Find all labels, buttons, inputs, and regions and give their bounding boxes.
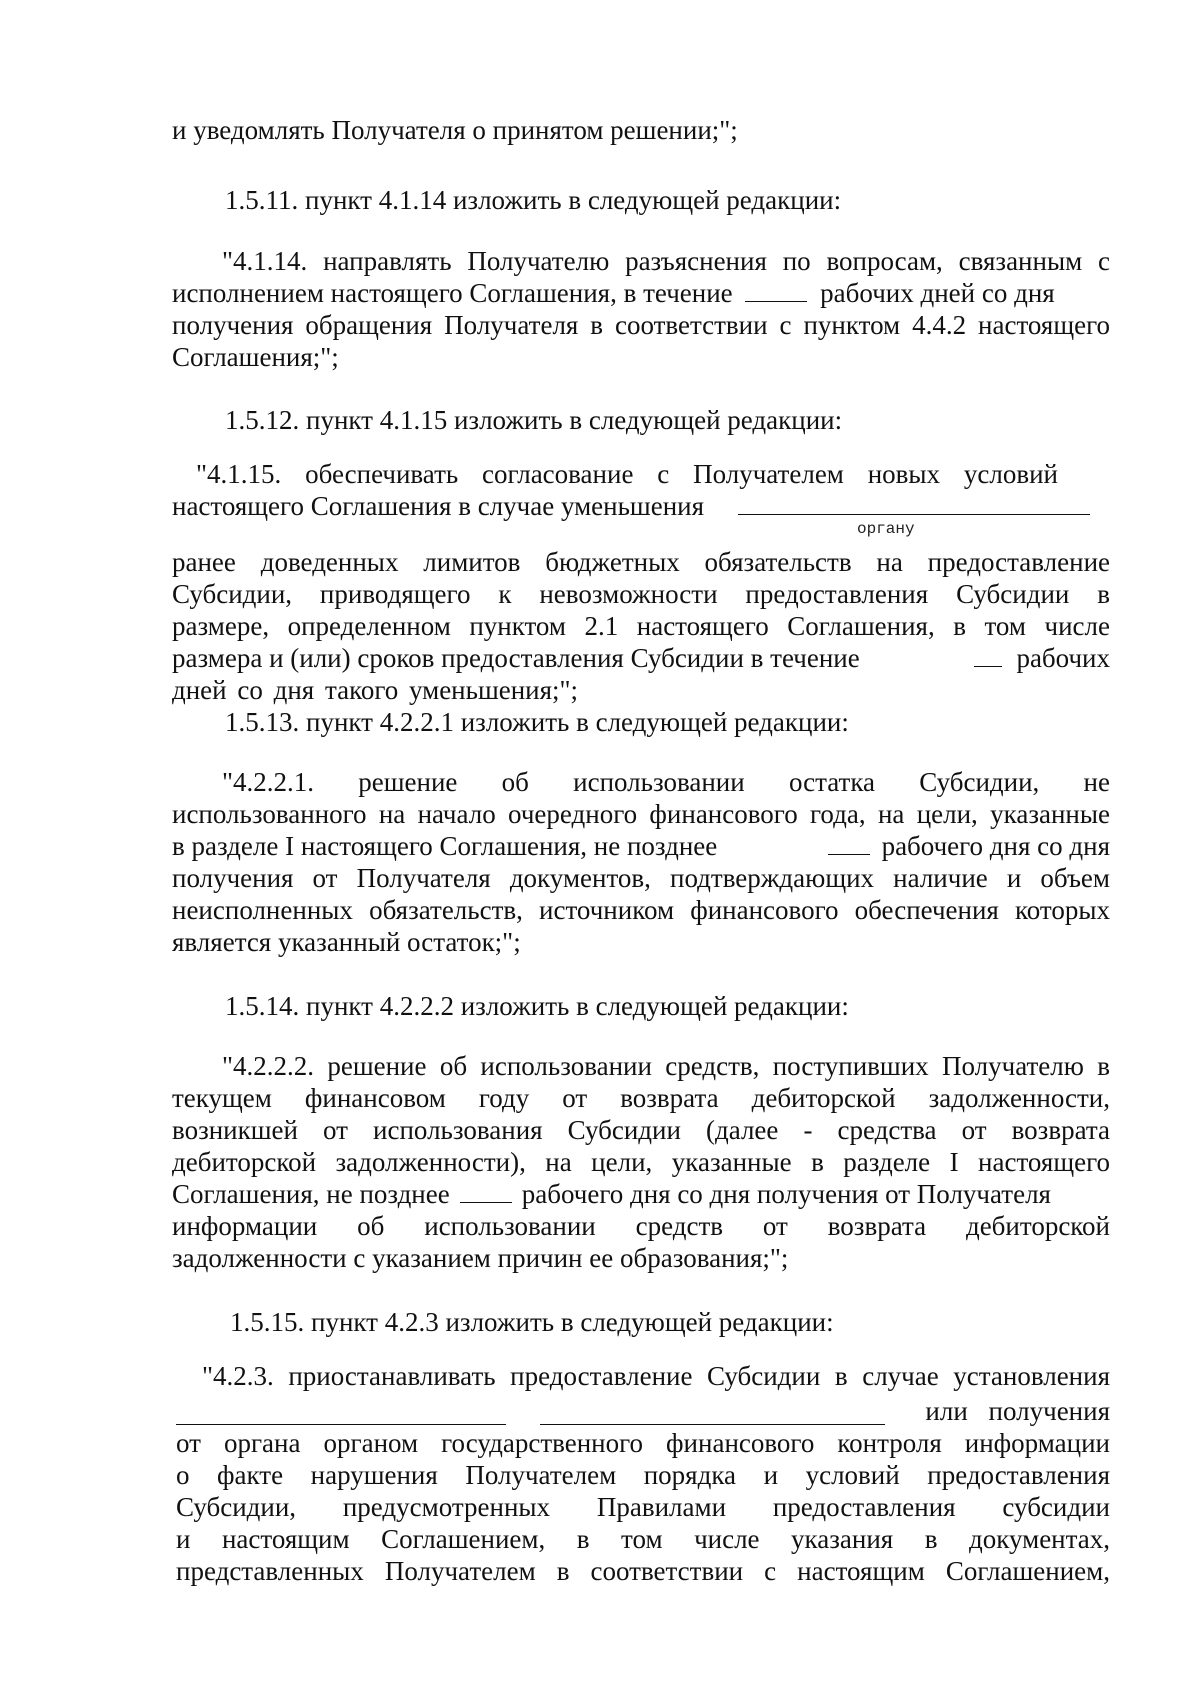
paragraph-line: неисполненных обязательств, источником финансового обеспечения которых [172,895,1110,925]
paragraph-line [172,642,1110,674]
paragraph-line [172,1178,1110,1210]
section-heading-1-5-11: 1.5.11. пункт 4.1.14 изложить в следующей редакции: [225,185,842,215]
fill-in-blank [828,832,870,855]
paragraph-line: или получения [925,1396,1110,1426]
text-fragment: Соглашения, не позднее [172,1179,450,1209]
text-fragment: рабочих дней со дня [820,278,1055,308]
paragraph-line [172,830,1110,862]
paragraph-line: представленных Получателем в соответствии с настоящим Соглашением, [176,1556,1110,1586]
text-fragment: рабочего дня со дня [881,831,1110,861]
paragraph-line: "4.2.2.1. решение об использовании остатка Субсидии, не [222,767,1110,797]
paragraph-line: "4.1.15. обеспечивать согласование с Получателем новых условий [196,459,1058,489]
paragraph-line: Соглашения;"; [172,342,339,372]
paragraph-line: от органа органом государственного финансового контроля информации [176,1428,1110,1458]
section-heading-1-5-13: 1.5.13. пункт 4.2.2.1 изложить в следующей редакции: [225,707,849,737]
paragraph-line: Субсидии, предусмотренных Правилами предоставления субсидии [176,1492,1110,1522]
text-fragment: размера и (или) сроков предоставления Субсидии в течение [172,643,860,673]
paragraph-line: получения обращения Получателя в соответствии с пунктом 4.4.2 настоящего [172,310,1110,340]
paragraph-line: текущем финансовом году от возврата дебиторской задолженности, [172,1083,1110,1113]
field-caption: органу [857,520,915,538]
paragraph-line: является указанный остаток;"; [172,927,521,957]
text-fragment: рабочих [1016,643,1110,673]
paragraph-line: получения от Получателя документов, подтверждающих наличие и объем [172,863,1110,893]
text-fragment: исполнением настоящего Соглашения, в течение [172,278,733,308]
fill-in-blank [460,1180,512,1203]
paragraph-line: "4.2.2.2. решение об использовании средств, поступивших Получателю в [222,1051,1110,1081]
paragraph-line: информации об использовании средств от возврата дебиторской [172,1211,1110,1241]
text-fragment: рабочего дня со дня получения от Получателя [521,1179,1051,1209]
paragraph-line: дебиторской задолженности), на цели, указанные в разделе I настоящего [172,1147,1110,1177]
paragraph-line [172,277,1110,309]
text-fragment: в разделе I настоящего Соглашения, не позднее [172,831,718,861]
text-fragment-group [828,830,1110,862]
section-heading-1-5-12: 1.5.12. пункт 4.1.15 изложить в следующей редакции: [225,405,843,435]
paragraph-line: "4.1.14. направлять Получателю разъяснения по вопросам, связанным с [222,246,1110,276]
paragraph-line: и уведомлять Получателя о принятом решении;"; [172,115,738,145]
paragraph-line: возникшей от использования Субсидии (далее - средства от возврата [172,1115,1110,1145]
fill-in-line [176,1424,506,1425]
section-heading-1-5-15: 1.5.15. пункт 4.2.3 изложить в следующей редакции: [230,1307,834,1337]
paragraph-line: и настоящим Соглашением, в том числе указания в документах, [176,1524,1110,1554]
paragraph-line: ранее доведенных лимитов бюджетных обязательств на предоставление [172,547,1110,577]
paragraph-line: Субсидии, приводящего к невозможности предоставления Субсидии в [172,579,1110,609]
fill-in-blank [745,279,807,302]
paragraph-line: использованного на начало очередного финансового года, на цели, указанные [172,799,1110,829]
paragraph-line: размере, определенном пунктом 2.1 настоящего Соглашения, в том числе [172,611,1110,641]
paragraph-line: настоящего Соглашения в случае уменьшения [172,491,705,521]
fill-in-blank [974,644,1002,667]
paragraph-line: дней со дня такого уменьшения;"; [172,675,579,705]
fill-in-line [738,514,1090,515]
paragraph-line: задолженности с указанием причин ее образования;"; [172,1243,789,1273]
text-fragment-group [974,642,1110,674]
fill-in-line [540,1424,885,1425]
section-heading-1-5-14: 1.5.14. пункт 4.2.2.2 изложить в следующей редакции: [225,991,849,1021]
paragraph-line: о факте нарушения Получателем порядка и условий предоставления [176,1460,1110,1490]
paragraph-line: "4.2.3. приостанавливать предоставление Субсидии в случае установления [202,1361,1110,1391]
